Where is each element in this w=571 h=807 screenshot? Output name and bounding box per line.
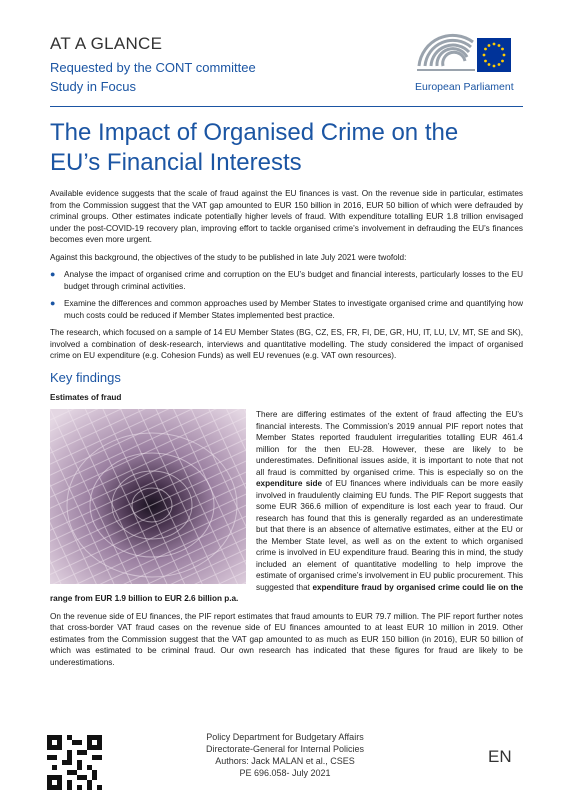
requested-by: Requested by the CONT committee <box>50 60 256 75</box>
header <box>50 34 256 96</box>
european-parliament-logo <box>415 30 525 93</box>
revenue-side-paragraph: On the revenue side of EU finances, the PIF report estimates that fraud amounts to EUR 79.7 million. The PIF report further notes that cross-border VAT fraud cases on the revenue side of EU finances amounted to at least EUR 10 million in 2019. Other estimates from the Commission suggest that the VAT gap amounted to as much as EUR 150 billion (in 2016), EUR 50 billion of which was estimated to be criminal fraud. Our own research has indicated that these figures for fraud are likely to be underestimations. <box>50 611 523 667</box>
header-divider <box>50 106 523 107</box>
main-content <box>50 188 523 674</box>
bullet-item <box>50 269 523 292</box>
at-a-glance-label: AT A GLANCE <box>50 34 163 53</box>
estimates-subheading: Estimates of fraud <box>50 392 122 402</box>
para-a-bold-1: expenditure side <box>256 479 323 488</box>
footer-department: Policy Department for Budgetary Affairs <box>206 732 364 742</box>
banknote-vortex-image <box>50 409 246 584</box>
bullet-text: Examine the differences and common approaches used by Member States to investigate organised crime and quantifying how much costs could be reduced if Member States implemented best practice. <box>64 299 523 320</box>
bullet-icon: ● <box>50 269 56 279</box>
hemicycle-icon <box>415 30 513 78</box>
page-title: The Impact of Organised Crime on the EU’s Financial Interests <box>50 119 459 176</box>
key-findings-heading: Key findings <box>50 369 121 385</box>
para-a-bold-2: expenditure fraud by organised crime could lie on the range from EUR 1.9 billion to EUR 2.6 billion p.a. <box>50 582 523 603</box>
bullet-text: Analyse the impact of organised crime and corruption on the EU’s budget and financial interests, particularly losses to the EU budget through criminal activities. <box>64 270 523 291</box>
bullet-icon: ● <box>50 298 56 308</box>
footer-authors: Authors: Jack MALAN et al., CSES <box>215 756 355 766</box>
intro-paragraph-3: The research, which focused on a sample of 14 EU Member States (BG, CZ, ES, FR, FI, DE, GR, HU, IT, LU, LV, MT, SE and SK), involved a combination of desk-research, interviews and quantitative modelling. The study considered the impact of organised crime on EU expenditure (e.g. Cohesion Funds) as well EU revenues (e.g. VAT own resources). <box>50 328 523 360</box>
intro-paragraph-2: Against this background, the objectives of the study to be published in late July 2021 were twofold: <box>50 252 407 262</box>
bullet-item <box>50 298 523 321</box>
footer <box>0 725 571 807</box>
qr-code-icon <box>47 735 102 790</box>
footer-reference: PE 696.058- July 2021 <box>239 768 331 778</box>
para-a-mid-text: of EU finances where individuals can be more easily involved in fraudulently claiming EU funds. The PIF Report suggests that some EUR 366.6 million of expenditure is lost each year to fraud. Our research has found that this is generally regarded as an underestimate but that there is an absence of alternative estimates, either at the EU or the Member State level, as well as on the extent to which organised crime is involved in EU expenditure fraud. Bearing this in mind, the study included an element of quantitative modelling to help improve the estimate of organised crime’s involvement in EU public procurement. This suggested that <box>256 479 523 592</box>
footer-directorate: Directorate-General for Internal Policies <box>205 744 365 754</box>
para-a-text: There are differing estimates of the extent of fraud affecting the EU’s financial interests. The Commission’s 2019 annual PIF report notes that Member States reported fraudulent irregularities totalling EUR 461.4 million for the then EU-28. However, these are likely to be underestimates. Definitional issues aside, it is important to note that not all fraud is committed by organised crime. This is especially so on the <box>256 410 523 477</box>
series-label: Study in Focus <box>50 79 136 94</box>
footer-info <box>150 731 420 779</box>
language-code: EN <box>488 747 512 766</box>
logo-text: European Parliament <box>415 81 514 93</box>
intro-paragraph-1: Available evidence suggests that the scale of fraud against the EU finances is vast. On the revenue side in particular, estimates from the Commission suggest that the VAT gap amounted to EUR 150 billion in 2016, EUR 50 billion of which were defrauded by criminal groups. Other estimates indicate potentially higher levels of fraud. With expenditure totalling EUR 1.8 trillion envisaged under the post-COVID-19 recovery plan, improving effort to tackle organised crime’s involvement in defrauding the EU’s finances becomes even more urgent. <box>50 189 523 244</box>
